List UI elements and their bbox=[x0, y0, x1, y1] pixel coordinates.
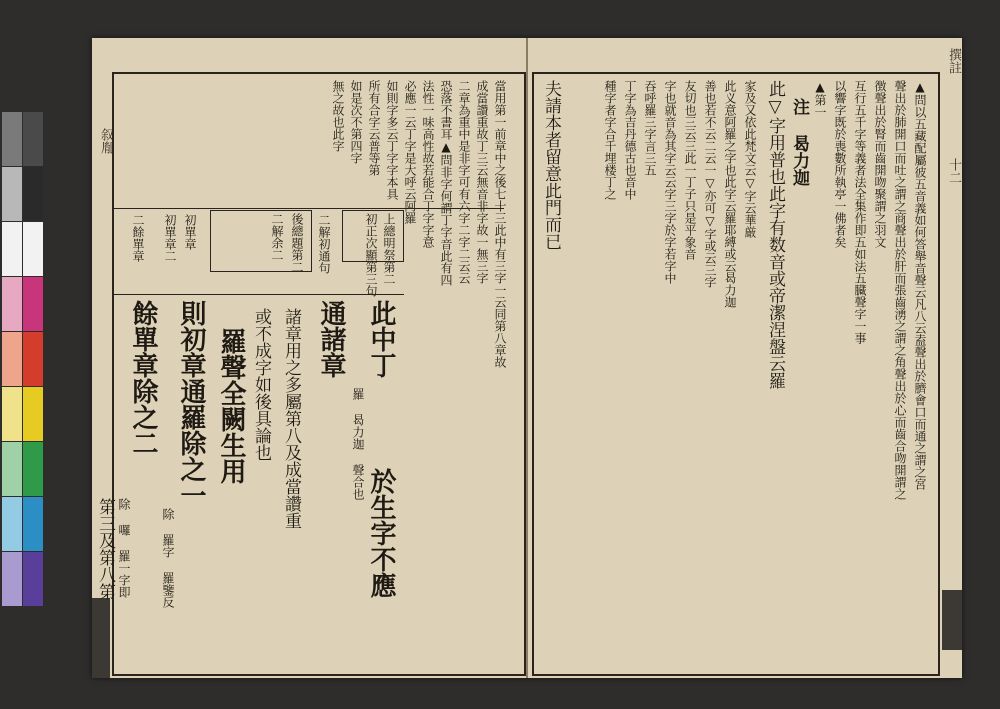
commentary-column: 此▽字用普也此字有数音或帝潔涅盤云羅 bbox=[765, 80, 785, 389]
commentary-column: ▲問以五藏配屬彼五音義如何答舉音聲云凡八云盍聲出於臍會口而通之謂之宮 bbox=[913, 80, 927, 490]
commentary-column: 法性一味高性故若能合丁字字意 bbox=[421, 80, 435, 248]
note-box: 後總題第二 二解余二 bbox=[210, 210, 312, 272]
main-text-line: 此中丁 bbox=[366, 300, 396, 378]
main-text-line: 或不成字如後具論也 bbox=[251, 308, 271, 461]
main-text-annotation: 除 囉 羅一字即 bbox=[117, 498, 131, 598]
color-calibration-chart bbox=[2, 112, 44, 600]
commentary-column: 友切也三云三此一丁子只是平象音 bbox=[683, 80, 697, 260]
note-label: 初單章二 bbox=[163, 214, 177, 262]
commentary-column: 種字者字合千埋楼丁之 bbox=[603, 80, 617, 200]
main-text-line: 諸章用之多屬第八及成當讚重 bbox=[281, 308, 301, 529]
commentary-column: 無之故也此字 bbox=[331, 80, 345, 152]
commentary-column: 字也就音為其字云云字三字於字若字中 bbox=[663, 80, 677, 284]
note-label: 二餘單章 bbox=[131, 214, 145, 262]
commentary-column: 聲出於肺開口而吐之謂之商聲出於肝而張齒湧之謂之角聲出於心而齒合吻開謂之 bbox=[893, 80, 907, 500]
left-margin-title: 叙胤 bbox=[98, 128, 113, 154]
commentary-column: 徴聲出於腎而齒開吻聚謂之羽文 bbox=[873, 80, 887, 248]
commentary-column: 所有合字云普等第 bbox=[367, 80, 381, 176]
main-text-annotation: 除 羅字 羅鑒反 bbox=[161, 508, 175, 608]
main-text-line: 通諸章 bbox=[316, 300, 346, 378]
open-book bbox=[92, 38, 962, 678]
main-text-line: 於生字不應 bbox=[366, 468, 396, 598]
commentary-column: 以響字既於喪數所執亭一佛者矣 bbox=[833, 80, 847, 248]
page-number: 十二 bbox=[946, 158, 961, 184]
heading-column: 注 曷力迦 bbox=[789, 98, 809, 186]
note-label: 初單章 bbox=[183, 214, 197, 250]
commentary-column: 必應一云丁字是大呼云阿羅 bbox=[403, 80, 417, 224]
commentary-column: 善也若不云二云一▽亦可▽字或云三字 bbox=[703, 80, 717, 288]
commentary-column: 互行五千字等義者法全集作即五如法五臓聲字一事 bbox=[853, 80, 867, 344]
commentary-column: 二章為重中是非字可有六字二字二云云 bbox=[457, 80, 471, 284]
note-box: 上總明祭第二 初正次顯第三句 bbox=[342, 210, 404, 262]
commentary-column: 此义意阿羅之字也此字云羅耶縛或云曷力迦 bbox=[723, 80, 737, 308]
main-text-annotation: 羅 曷力迦 聲合也 bbox=[351, 388, 365, 500]
commentary-column: 如則字多云丁字字本具 bbox=[385, 80, 399, 200]
commentary-column: 吞呼羅三字言三五 bbox=[643, 80, 657, 176]
main-text-line: 第三及第八第 bbox=[95, 498, 115, 600]
commentary-column: 家及又依此梵文云▽字云華厳 bbox=[743, 80, 757, 238]
commentary-column: ▲第一 bbox=[813, 80, 827, 118]
left-page bbox=[92, 38, 527, 678]
main-text-line: 餘單章除之二 bbox=[128, 300, 158, 456]
right-page bbox=[528, 38, 962, 678]
main-text-line: 則初章通羅除之一 bbox=[176, 300, 206, 508]
note-label: 二解初通句 bbox=[317, 214, 331, 274]
commentary-column: 夫請本者留意此門而已 bbox=[541, 80, 561, 250]
commentary-column: 丁字為吉丹德古也音中 bbox=[623, 80, 637, 200]
main-text-line: 羅聲全闕生用 bbox=[216, 328, 246, 484]
commentary-column: 恐落不書耳▲問非字何謂丁字音此有四 bbox=[439, 80, 453, 286]
commentary-column: 如是次不第四字 bbox=[349, 80, 363, 164]
commentary-column: 成當讚重故丁三云無音非字故一無三字 bbox=[475, 80, 489, 284]
commentary-column: 當用第一前章中之後七十三此中有三字一云同第八章故 bbox=[493, 80, 507, 368]
right-margin-title: 撰註 bbox=[946, 48, 961, 74]
